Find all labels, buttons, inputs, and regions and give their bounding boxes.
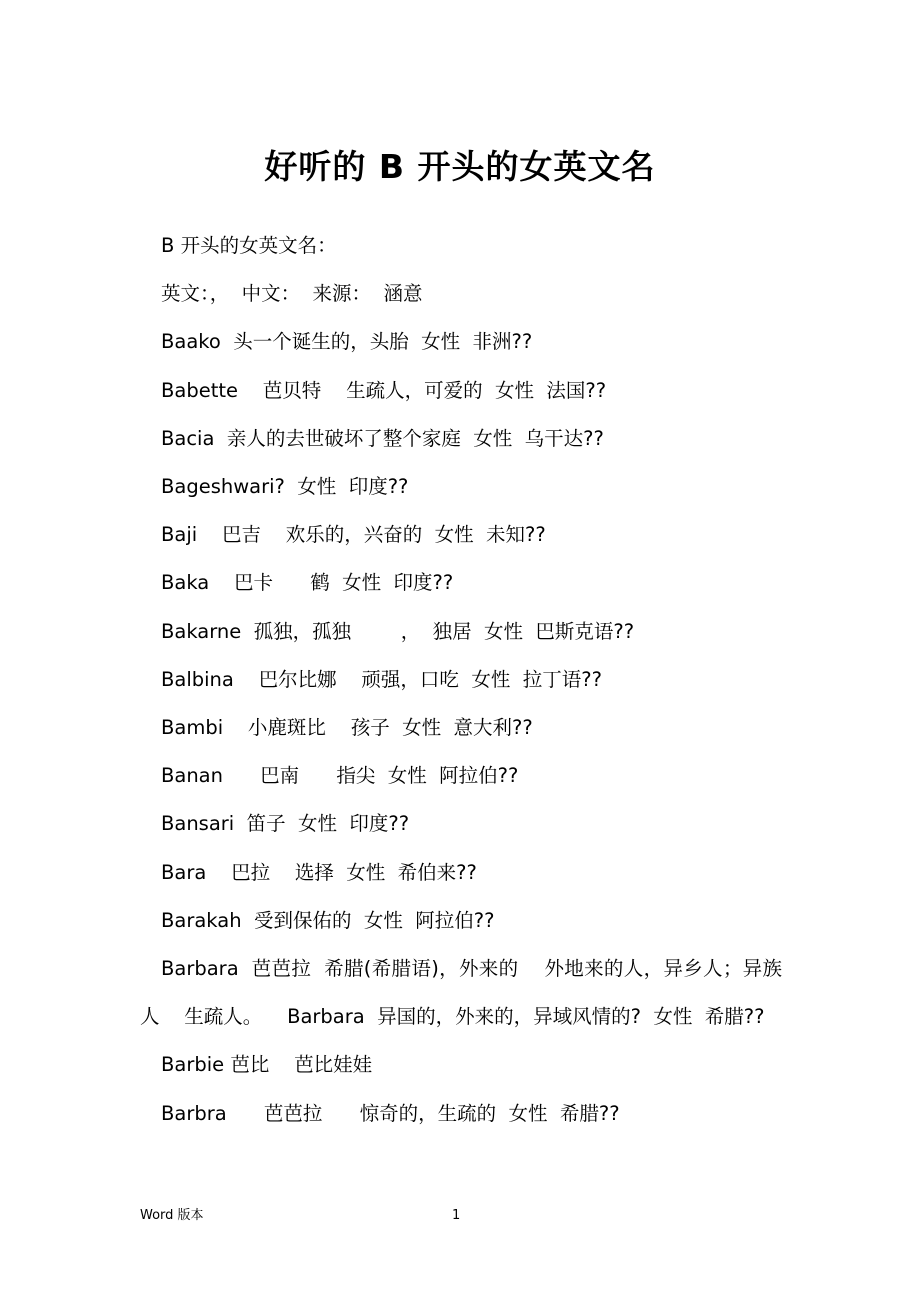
name-entry-baako: Baako 头一个诞生的，头胎 女性 非洲?? — [161, 330, 533, 354]
name-entry-bambi: Bambi 小鹿斑比 孩子 女性 意大利?? — [161, 716, 533, 740]
document-body — [140, 222, 782, 1138]
paragraph-columns: 英文：， 中文： 来源： 涵意 — [161, 282, 423, 306]
name-entry-bansari: Bansari 笛子 女性 印度?? — [161, 812, 410, 836]
name-entry-bageshwari: Bageshwari? 女性 印度?? — [161, 475, 409, 499]
name-entry-barakah: Barakah 受到保佑的 女性 阿拉伯?? — [161, 908, 495, 932]
name-entry-balbina: Balbina 巴尔比娜 顽强，口吃 女性 拉丁语?? — [161, 667, 602, 691]
name-entry-banan: Banan 巴南 指尖 女性 阿拉伯?? — [161, 764, 519, 788]
name-entry-baji: Baji 巴吉 欢乐的，兴奋的 女性 未知?? — [161, 523, 546, 547]
name-entry-barbra: Barbra 芭芭拉 惊奇的，生疏的 女性 希腊?? — [161, 1101, 620, 1125]
paragraph-intro: B 开头的女英文名： — [161, 234, 337, 257]
name-entry-barbie: Barbie 芭比 芭比娃娃 — [161, 1053, 373, 1077]
name-entry-bakarne: Bakarne 孤独，孤独 ， 独居 女性 巴斯克语?? — [161, 619, 635, 643]
page-number: 1 — [452, 1208, 461, 1223]
name-entry-babette: Babette 芭贝特 生疏人，可爱的 女性 法国?? — [161, 378, 607, 402]
name-entry-bacia: Bacia 亲人的去世破坏了整个家庭 女性 乌干达?? — [161, 426, 604, 450]
name-entry-baka: Baka 巴卡 鹤 女性 印度?? — [161, 571, 454, 595]
footer-label: Word 版本 — [140, 1208, 204, 1223]
name-entry-bara: Bara 巴拉 选择 女性 希伯来?? — [161, 860, 477, 884]
name-entry-barbara: Barbara 芭芭拉 希腊(希腊语)，外来的 外地来的人，异乡人；异族人 生疏人。 Barbara 异国的，外来的，异域风情的? 女性 希腊?? — [140, 957, 782, 1029]
document-title: 好听的 B 开头的女英文名 — [264, 147, 656, 186]
